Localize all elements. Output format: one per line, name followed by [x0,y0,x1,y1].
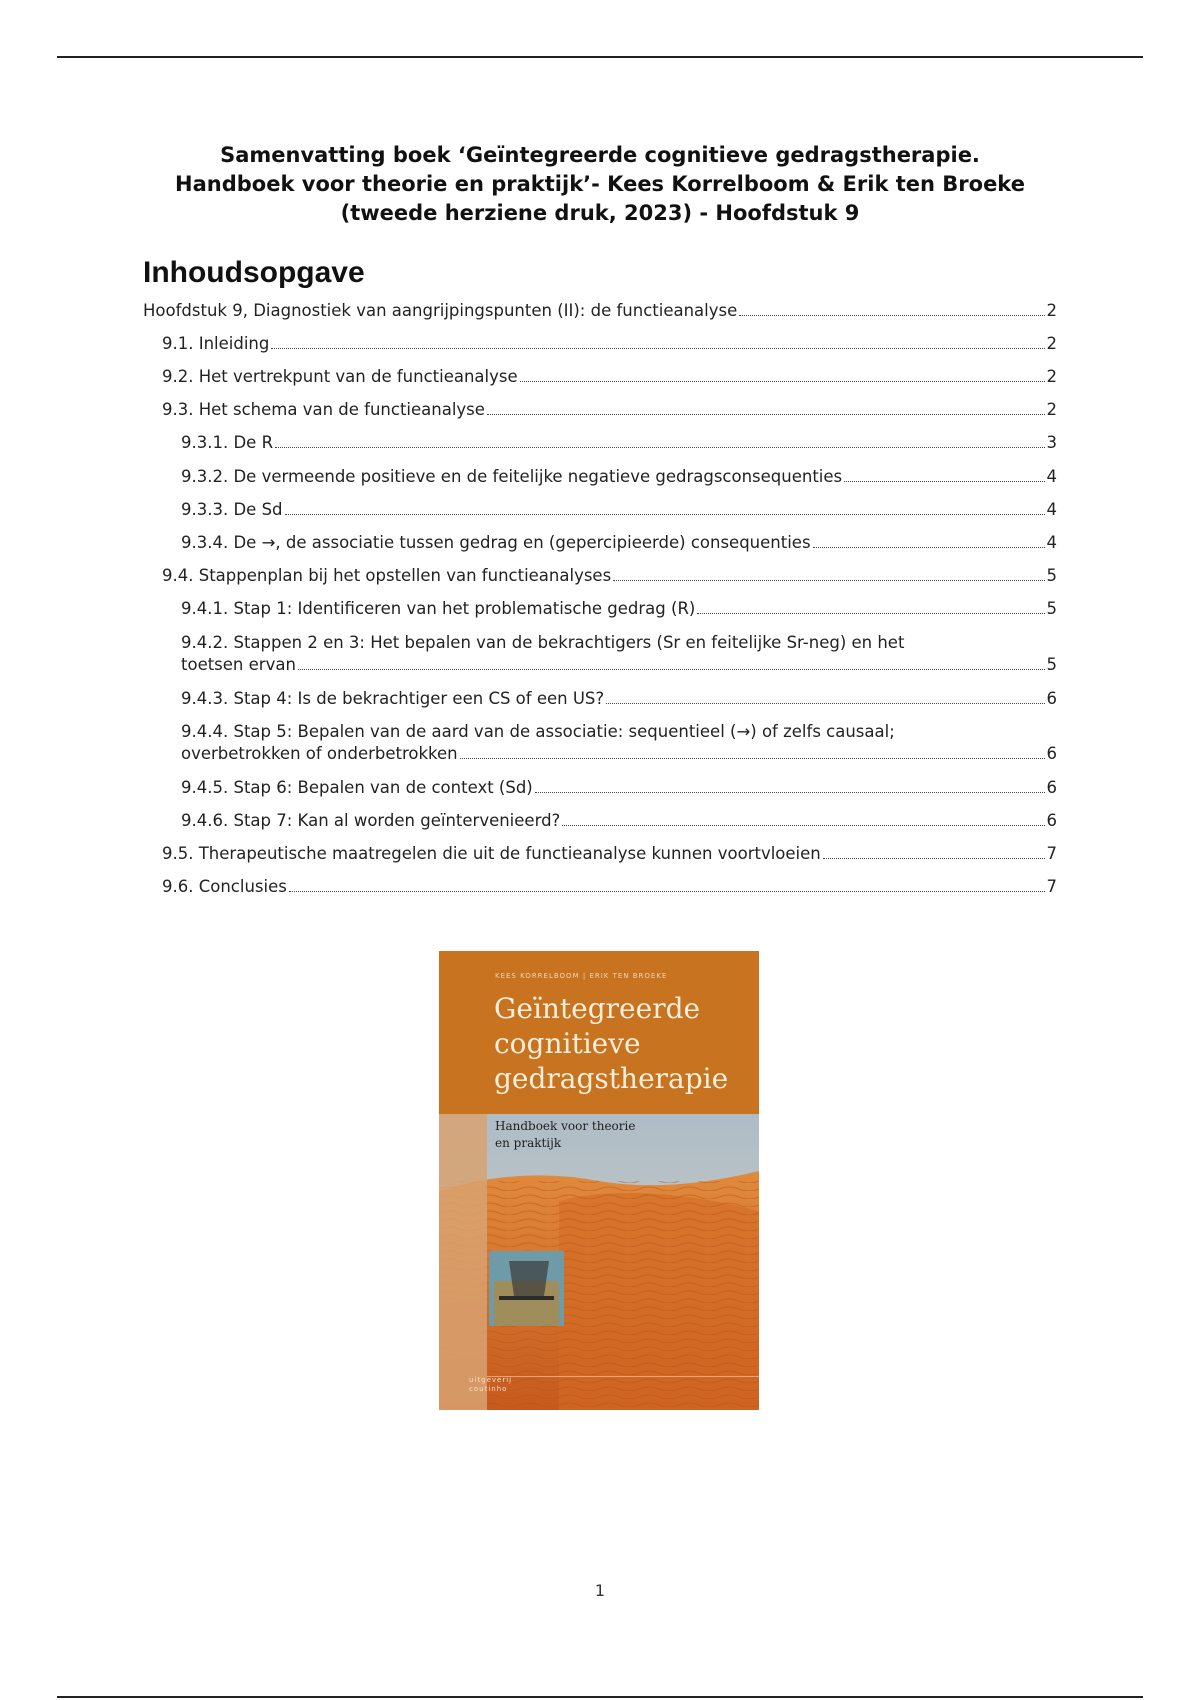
toc-leader-dots [271,348,1044,349]
cover-title-line-3: gedragstherapie [494,1062,729,1095]
book-cover-image [439,951,759,1410]
toc-entry[interactable] [162,399,1057,421]
cover-publisher [469,1376,512,1394]
toc-entry-label: 9.6. Conclusies [162,877,287,896]
toc-entry-label-line: 9.4.4. Stap 5: Bepalen van de aard van de associatie: sequentieel (→) of zelfs causaal; [181,722,895,741]
toc-entry-page: 3 [1046,433,1057,452]
toc-entry-label: 9.4.5. Stap 6: Bepalen van de context (Sd) [181,778,533,797]
toc-entry-label-line: 9.4.2. Stappen 2 en 3: Het bepalen van de bekrachtigers (Sr en feitelijke Sr-neg) en het [181,633,905,652]
toc-entry[interactable] [181,721,1057,765]
toc-leader-dots [298,669,1045,670]
toc-entry-label: 9.4. Stappenplan bij het opstellen van functieanalyses [162,566,612,585]
toc-entry-page: 6 [1046,744,1057,763]
toc-entry[interactable] [181,532,1057,554]
toc-leader-dots [606,703,1044,704]
toc-entry[interactable] [162,843,1057,865]
cover-subtitle-line-1: Handboek voor theorie [495,1119,636,1133]
toc-entry-page: 4 [1046,533,1057,552]
toc-leader-dots [520,381,1045,382]
title-line-2: Handboek voor theorie en praktijk’- Kees Korrelboom & Erik ten Broeke [175,172,1025,196]
toc-entry[interactable] [162,333,1057,355]
toc-leader-dots [275,447,1044,448]
toc-entry[interactable] [181,466,1057,488]
toc-entry[interactable] [181,632,1057,676]
toc-entry-page: 5 [1046,655,1057,674]
toc-entry[interactable] [162,366,1057,388]
toc-leader-dots [285,514,1045,515]
toc-entry-page: 6 [1046,778,1057,797]
toc-entry[interactable] [143,300,1057,322]
toc-entry-page: 4 [1046,500,1057,519]
toc-entry-page: 5 [1046,599,1057,618]
toc-entry-label: 9.3.4. De →, de associatie tussen gedrag en (gepercipieerde) consequenties [181,533,811,552]
toc-leader-dots [823,858,1045,859]
toc-entry[interactable] [181,688,1057,710]
toc-entry-label: 9.2. Het vertrekpunt van de functieanalyse [162,367,518,386]
toc-entry-label: 9.1. Inleiding [162,334,270,353]
toc-entry-label: toetsen ervan [181,655,296,674]
toc-entry-page: 2 [1046,301,1057,320]
toc-entry[interactable] [181,499,1057,521]
cover-title-line-2: cognitieve [494,1027,641,1060]
toc-leader-dots [697,613,1044,614]
cover-title-line-1: Geïntegreerde [494,992,701,1025]
document-title [120,141,1080,228]
toc-leader-dots [739,315,1044,316]
toc-entry-page: 2 [1046,400,1057,419]
toc-entry-page: 7 [1046,877,1057,896]
toc-entry[interactable] [181,777,1057,799]
footer-rule [57,1696,1143,1698]
toc-leader-dots [487,414,1045,415]
toc-entry-label: 9.3.3. De Sd [181,500,283,519]
header-rule [57,56,1143,58]
toc-entry-page: 6 [1046,689,1057,708]
toc-entry-page: 6 [1046,811,1057,830]
cover-publisher-line-2: coutinho [469,1385,508,1393]
page-number: 1 [594,1581,606,1600]
toc-entry-page: 2 [1046,367,1057,386]
toc-entry-label: 9.4.3. Stap 4: Is de bekrachtiger een CS of een US? [181,689,605,708]
toc-leader-dots [460,758,1045,759]
toc-leader-dots [535,792,1045,793]
cover-subtitle [495,1118,635,1152]
toc-entry[interactable] [181,810,1057,832]
toc-leader-dots [813,547,1045,548]
toc-leader-dots [562,825,1044,826]
title-line-1: Samenvatting boek ‘Geïntegreerde cognitieve gedragstherapie. [220,143,980,167]
toc-entry[interactable] [181,432,1057,454]
toc-entry-label: 9.4.1. Stap 1: Identificeren van het problematische gedrag (R) [181,599,696,618]
title-line-3: (tweede herziene druk, 2023) - Hoofdstuk 9 [340,201,860,225]
cover-publisher-line-1: uitgeverij [469,1376,513,1384]
toc-entry-label: 9.3.1. De R [181,433,274,452]
toc-entry[interactable] [162,565,1057,587]
toc-entry-page: 2 [1046,334,1057,353]
toc-heading: Inhoudsopgave [143,256,365,289]
cover-subtitle-line-2: en praktijk [495,1136,562,1150]
toc-entry[interactable] [162,876,1057,898]
toc-entry-page: 4 [1046,467,1057,486]
toc-entry-label: overbetrokken of onderbetrokken [181,744,458,763]
cover-title [494,991,728,1096]
toc-entry-label: 9.3. Het schema van de functieanalyse [162,400,485,419]
toc-leader-dots [613,580,1044,581]
cover-authors: KEES KORRELBOOM | ERIK TEN BROEKE [495,972,668,980]
toc-entry-label: Hoofdstuk 9, Diagnostiek van aangrijpingspunten (II): de functieanalyse [143,301,738,320]
toc-entry-label: 9.4.6. Stap 7: Kan al worden geïntervenieerd? [181,811,561,830]
toc-entry-page: 5 [1046,566,1057,585]
toc-entry-page: 7 [1046,844,1057,863]
toc-entry-label: 9.3.2. De vermeende positieve en de feitelijke negatieve gedragsconsequenties [181,467,843,486]
toc-leader-dots [844,481,1044,482]
toc-entry-label: 9.5. Therapeutische maatregelen die uit de functieanalyse kunnen voortvloeien [162,844,821,863]
toc-entry[interactable] [181,598,1057,620]
toc-leader-dots [289,891,1045,892]
